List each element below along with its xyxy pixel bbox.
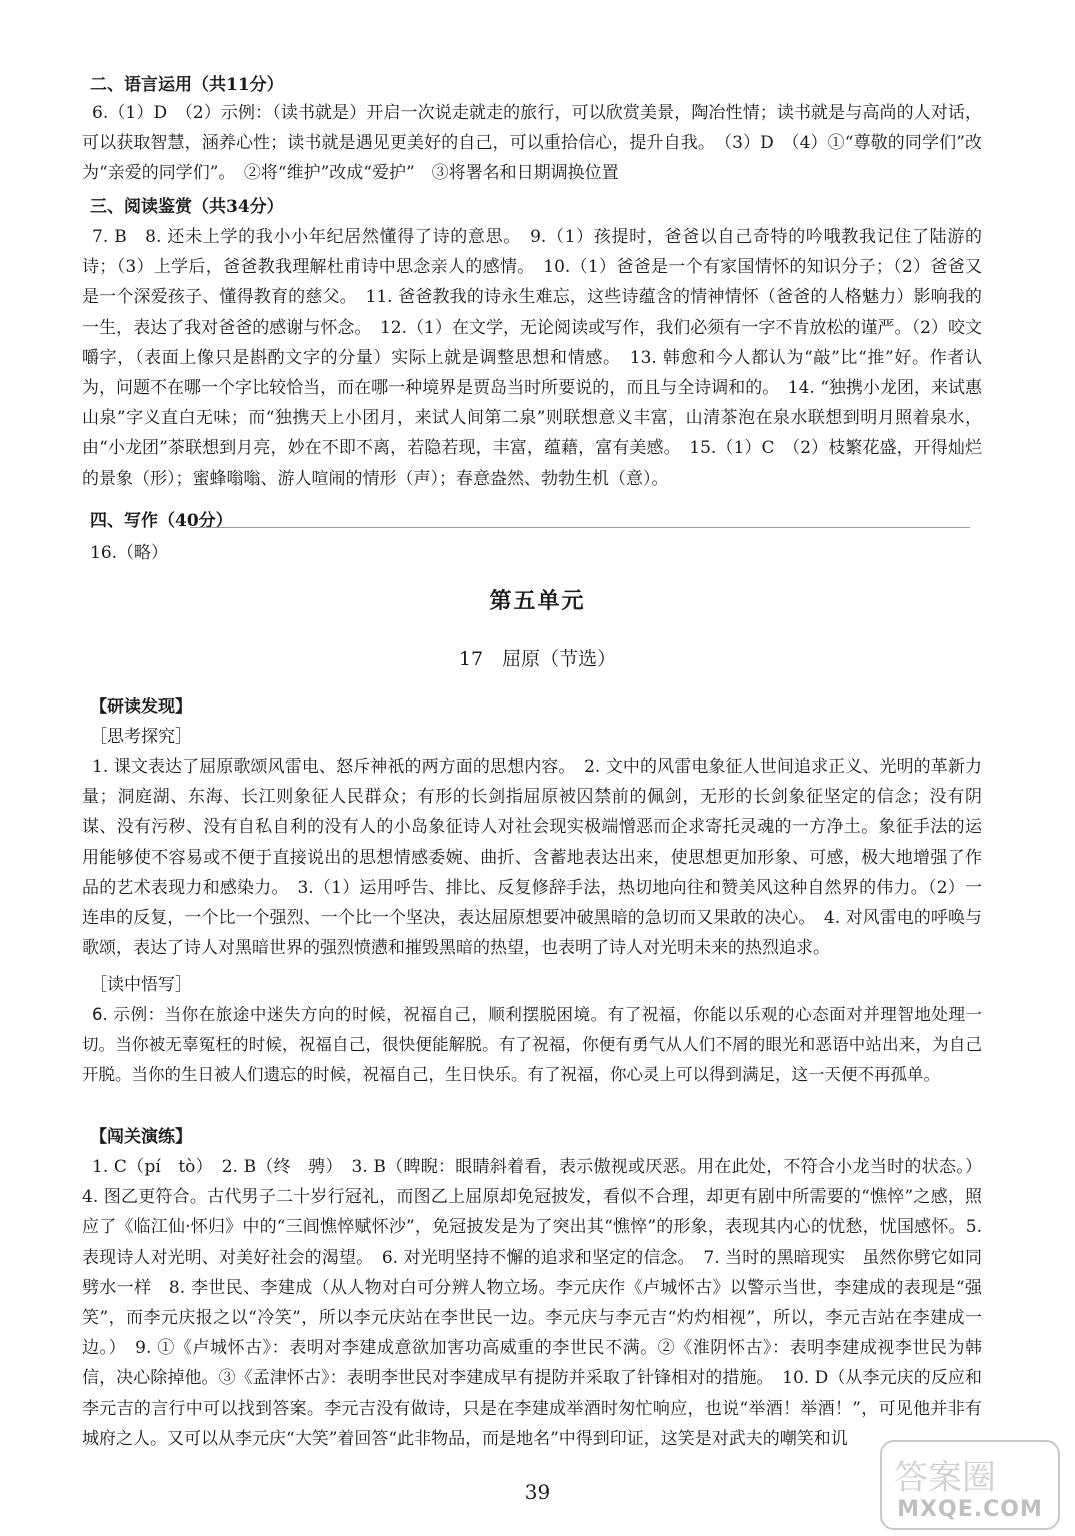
- heading-yandu: 【研读发现】: [90, 697, 192, 717]
- watermark-text: MXQE.COM: [897, 1497, 1043, 1522]
- section-body-reading: 7. B 8. 还未上学的我小小年纪居然懂得了诗的意思。 9.（1）孩提时，爸爸以自己奇特的吟哦教我记住了陆游的诗；（3）上学后，爸爸教我理解杜甫诗中思念亲人的感情。 10.（1）爸爸是一个有家国情怀的知识分子；（2）爸爸又是一个深爱孩子、懂得教育的慈父。 11. 爸爸教我的诗永生难忘，这些诗蕴含的情神情怀（爸爸的人格魅力）影响我的一生，表达了我对爸爸的感谢与怀念。 12.（1）在文学，无论阅读或写作，我们必须有一字不肯放松的谨严。（2）咬文嚼字，（表面上像只是斟酌文字的分量）实际上就是调整思想和情感。 13. 韩愈和今人都认为“敲”比“推”好。作者认为，问题不在哪一个字比较恰当，而在哪一种境界是贾岛当时所要说的，而且与全诗调和的。 14. “独携小龙团，来试惠山泉”字义直白无味；而“独携天上小团月，来试人间第二泉”则联想意义丰富，山清茶泡在泉水联想到明月照着泉水，由“小龙团”茶联想到月亮，妙在不即不离，若隐若现，丰富，蕴藉，富有美感。 15.（1）C （2）枝繁花盛，开得灿烂的景象（形）；蜜蜂嗡嗡、游人喧闹的情形（声）；春意盎然、勃勃生机（意）。: [82, 227, 982, 489]
- unit-title: 第五单元: [489, 588, 586, 614]
- body-sikao: 1. 课文表达了屈原歌颂风雷电、怒斥神祇的两方面的思想内容。 2. 文中的风雷电象征人世间追求正义、光明的革新力量；洞庭湖、东海、长江则象征人民群众；有形的长剑指屈原被囚禁前的佩剑，无形的长剑象征坚定的信念；没有阴谋、没有污秽、没有自私自利的没有人的小岛象征诗人对社会现实极端憎恶而企求寄托灵魂的一方净土。象征手法的运用能够使不容易或不便于直接说出的思想情感委婉、曲折、含蓄地表达出来，使思想更加形象、可感，极大地增强了作品的艺术表现力和感染力。 3.（1）运用呼告、排比、反复修辞手法，热切地向往和赞美风这种自然界的伟力。（2）一连串的反复，一个比一个强烈、一个比一个坚决，表达屈原想要冲破黑暗的急切而又果敢的决心。 4. 对风雷电的呼唤与歌颂，表达了诗人对黑暗世界的强烈愤懑和摧毁黑暗的热望，也表明了诗人对光明未来的热烈追求。: [82, 757, 982, 959]
- watermark-logo: [880, 1440, 1060, 1530]
- divider-line: [190, 527, 970, 528]
- section-body-writing: 16.（略）: [90, 543, 169, 563]
- page-number: 39: [524, 1480, 551, 1504]
- heading-chuangguan: 【闯关演练】: [90, 1127, 192, 1147]
- label-duxie: ［读中悟写］: [90, 975, 192, 995]
- lesson-title: 17 屈原（节选）: [458, 648, 617, 670]
- section-body-language: 6.（1）D （2）示例：（读书就是）开启一次说走就走的旅行，可以欣赏美景，陶冶性情；读书就是与高尚的人对话，可以获取智慧，涵养心性；读书就是遇见更美好的自己，可以重拾信心，提升自我。 （3）D （4）①“尊敬的同学们”改为“亲爱的同学们”。 ②将“维护”改成“爱护” ③将署名和日期调换位置: [82, 103, 982, 184]
- body-duxie: 6. 示例：当你在旅途中迷失方向的时候，祝福自己，顺利摆脱困境。有了祝福，你能以乐观的心态面对并理智地处理一切。当你被无辜冤枉的时候，祝福自己，很快便能解脱。有了祝福，你便有勇气从人们不屑的眼光和恶语中站出来，为自己开脱。当你的生日被人们遗忘的时候，祝福自己，生日快乐。有了祝福，你心灵上可以得到满足，这一天便不再孤单。: [82, 1005, 982, 1085]
- label-sikao: ［思考探究］: [90, 727, 192, 747]
- section-heading-writing: 四、写作（40分）: [90, 511, 233, 531]
- section-heading-language: 二、语言运用（共11分）: [90, 75, 284, 95]
- section-heading-reading: 三、阅读鉴赏（共34分）: [90, 197, 284, 217]
- body-chuangguan: 1. C（pí tò） 2. B（终 骋） 3. B（睥睨：眼睛斜着看，表示傲视或厌恶。用在此处，不符合小龙当时的状态。）4. 图乙更符合。古代男子二十岁行冠礼，而图乙上屈原却免冠披发，看似不合理，却更有剧中所需要的“憔悴”之感，照应了《临江仙·怀归》中的“三闾憔悴赋怀沙”，免冠披发是为了突出其“憔悴”的形象，表现其内心的忧愁，忧国感怀。5. 表现诗人对光明、对美好社会的渴望。 6. 对光明坚持不懈的追求和坚定的信念。 7. 当时的黑暗现实 虽然你劈它如同劈水一样 8. 李世民、李建成（从人物对白可分辨人物立场。李元庆作《卢城怀古》以警示当世，李建成的表现是“强笑”，而李元庆报之以“冷笑”，所以李元庆站在李世民一边。李元庆与李元吉“灼灼相视”，所以，李元吉站在李建成一边。） 9. ①《卢城怀古》：表明对李建成意欲加害功高威重的李世民不满。②《淮阴怀古》：表明李建成视李世民为韩信，决心除掉他。③《孟津怀古》：表明李世民对李建成早有提防并采取了针锋相对的措施。 10. D（从李元庆的反应和李元吉的言行中可以找到答案。李元吉没有做诗，只是在李建成举酒时匆忙响应，也说“举酒！举酒！”，可见他并非有城府之人。又可以从李元庆“大笑”着回答“此非物品，而是地名”中得到印证，这笑是对武夫的嘲笑和讥: [82, 1157, 982, 1449]
- watermark-icon: 答案圈: [894, 1458, 996, 1498]
